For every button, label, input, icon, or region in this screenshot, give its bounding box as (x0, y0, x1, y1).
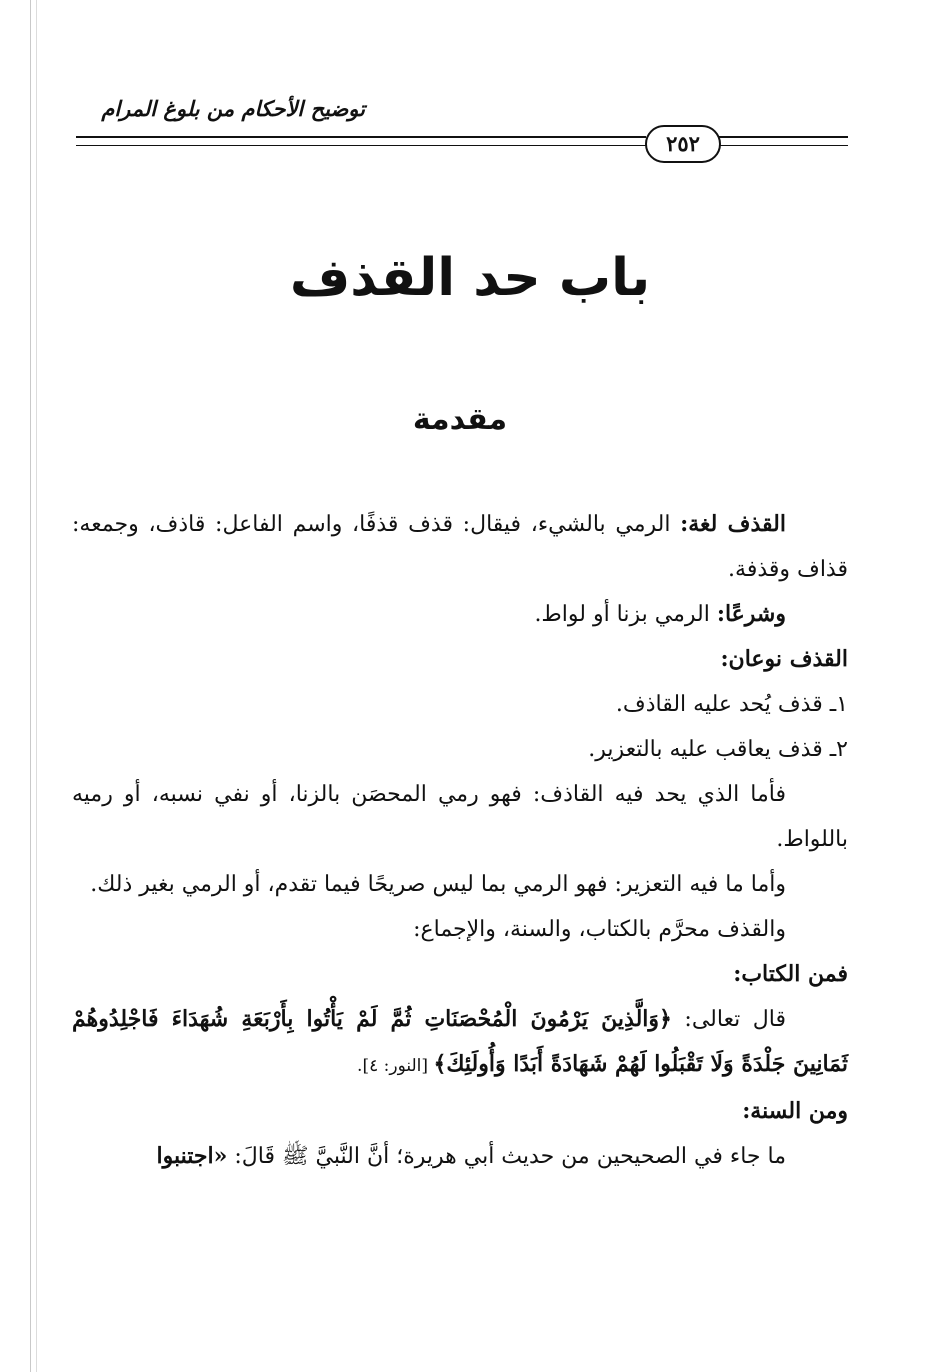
subheading: القذف نوعان: (720, 646, 848, 672)
paragraph: فأما الذي يحد فيه القاذف: فهو رمي المحصَن بالزنا، أو نفي نسبه، أو رميه باللواط. (72, 782, 848, 852)
paragraph-text: الرمي بزنا أو لواط. (534, 602, 717, 627)
running-title: توضيح الأحكام من بلوغ المرام (101, 96, 365, 121)
binding-edge-line (36, 0, 37, 1372)
hadith-quote-start: «اجتنبوا (156, 1143, 228, 1169)
body-text (72, 502, 848, 1179)
paragraph-text: ما جاء في الصحيحين من حديث أبي هريرة؛ أنَّ النَّبيَّ ﷺ قَالَ: (227, 1144, 786, 1169)
paragraph: وأما ما فيه التعزير: فهو الرمي بما ليس صريحًا فيما تقدم، أو الرمي بغير ذلك. (90, 872, 786, 897)
binding-edge-line (30, 0, 31, 1372)
chapter-title: باب حد القذف (289, 248, 651, 308)
paragraph (72, 1134, 848, 1179)
paragraph (72, 592, 848, 637)
paragraph-text: الرمي بالشيء، فيقال: قذف قذفًا، واسم الفاعل: قاذف، وجمعه: قذاف وقذفة. (72, 512, 848, 582)
header-rule (716, 136, 848, 146)
subheading: فمن الكتاب: (733, 961, 848, 987)
paragraph: والقذف محرَّم بالكتاب، والسنة، والإجماع: (413, 917, 786, 942)
quran-verse: ﴿وَالَّذِينَ يَرْمُونَ الْمُحْصَنَاتِ ثُمَّ لَمْ يَأْتُوا بِأَرْبَعَةِ شُهَدَاءَ فَاجْلِدُوهُمْ ثَمَانِينَ جَلْدَةً وَلَا تَقْبَلُوا لَهُمْ شَهَادَةً أَبَدًا وَأُولَئِكَ﴾ (72, 1006, 848, 1077)
verse-reference: [النور: ٤]. (357, 1056, 434, 1076)
section-title: مقدمة (412, 402, 508, 437)
term-lead: القذف لغة: (680, 511, 786, 537)
list-item: ٢ـ قذف يعاقب عليه بالتعزير. (588, 737, 848, 762)
header-rule (76, 136, 646, 146)
quote-intro: قال تعالى: (671, 1007, 786, 1032)
subheading: ومن السنة: (742, 1098, 848, 1124)
paragraph (72, 502, 848, 592)
page-number: ٢٥٢ (645, 125, 721, 163)
quran-paragraph (72, 997, 848, 1089)
term-lead: وشرعًا: (716, 601, 786, 627)
list-item: ١ـ قذف يُحد عليه القاذف. (615, 692, 848, 717)
